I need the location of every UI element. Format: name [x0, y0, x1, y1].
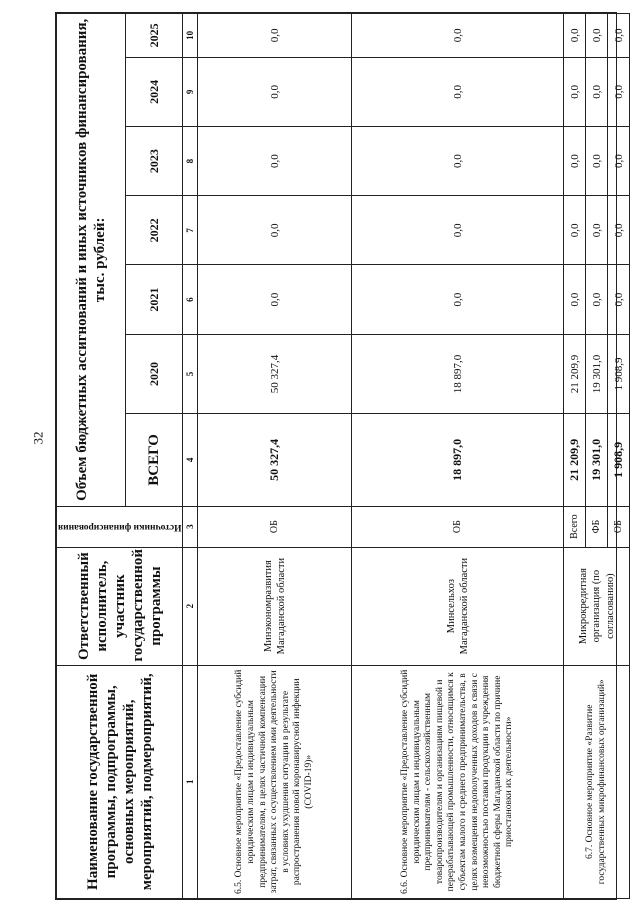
total-value: 1 908,9 — [608, 414, 630, 506]
year-value: 0,0 — [198, 14, 352, 58]
column-number: 9 — [183, 57, 198, 126]
executor-6-5: Минэкономразвития Магаданской области — [198, 547, 352, 665]
table-row — [352, 14, 564, 899]
year-value: 19 301,0 — [586, 334, 608, 414]
column-number: 8 — [183, 127, 198, 196]
total-value: 50 327,4 — [198, 414, 352, 506]
source-cell: ОБ — [352, 506, 564, 547]
source-cell: ОБ — [198, 506, 352, 547]
activity-name-6-6: 6.6. Основное мероприятие «Предоставление субсидий юридическим лицам и индивидуальным предпринимателям - сельскохозяйственным товаропроизводителям и организациям пищевой и перерабатывающей промышленности, относящимся к субъектам малого и среднего предпринимательства, в целях возмещения недополученных доходов в связи с невозможностью поставки продукции в учреждения бюджетной сферы Магаданской области по причине приостановки их деятельности» — [352, 665, 564, 898]
header-year: 2024 — [126, 57, 183, 126]
funding-table — [56, 13, 630, 899]
header-year: 2021 — [126, 265, 183, 334]
year-value: 0,0 — [608, 265, 630, 334]
header-funding: Объем бюджетных ассигнований и иных источников финансирования, тыс. рублей: — [57, 14, 126, 507]
column-number: 4 — [183, 414, 198, 506]
year-value: 0,0 — [564, 265, 586, 334]
year-value: 0,0 — [586, 265, 608, 334]
column-number: 6 — [183, 265, 198, 334]
year-value: 0,0 — [352, 196, 564, 265]
year-value: 18 897,0 — [352, 334, 564, 414]
document-table-frame — [55, 12, 626, 900]
column-number: 2 — [183, 547, 198, 665]
header-total: ВСЕГО — [126, 414, 183, 506]
column-number-row — [183, 14, 198, 899]
year-value: 0,0 — [198, 127, 352, 196]
column-number: 5 — [183, 334, 198, 414]
header-year: 2020 — [126, 334, 183, 414]
header-year: 2023 — [126, 127, 183, 196]
year-value: 0,0 — [586, 196, 608, 265]
year-value: 0,0 — [198, 265, 352, 334]
year-value: 0,0 — [586, 127, 608, 196]
year-value: 0,0 — [564, 57, 586, 126]
header-year: 2022 — [126, 196, 183, 265]
column-number: 3 — [183, 506, 198, 547]
year-value: 0,0 — [586, 57, 608, 126]
source-cell: ОБ — [608, 506, 630, 547]
total-value: 21 209,9 — [564, 414, 586, 506]
activity-name-6-5: 6.5. Основное мероприятие «Предоставление субсидий юридическим лицам и индивидуальным предпринимателям, в целях частичной компенсации затрат, связанных с осуществлением ими деятельности в условиях ухудшения ситуации в результате распространения новой коронавирусной инфекции (COVID-19)» — [198, 665, 352, 898]
column-number: 1 — [183, 665, 198, 898]
source-cell: ФБ — [586, 506, 608, 547]
year-value: 0,0 — [586, 14, 608, 58]
table-row — [564, 14, 586, 899]
year-value: 0,0 — [352, 14, 564, 58]
year-value: 0,0 — [198, 196, 352, 265]
year-value: 0,0 — [608, 14, 630, 58]
total-value: 19 301,0 — [586, 414, 608, 506]
year-value: 0,0 — [198, 57, 352, 126]
header-executor: Ответственный исполнитель, участник государственной программы — [57, 547, 183, 665]
header-name: Наименование государственной программы, подпрограммы, основных мероприятий, мероприятий, подмероприятий, — [57, 665, 183, 898]
column-number: 10 — [183, 14, 198, 58]
header-source — [57, 506, 183, 547]
source-cell: Всего — [564, 506, 586, 547]
executor-6-7: Микрокредитная организация (по согласованию) — [564, 547, 630, 665]
executor-6-6: Минсельхоз Магаданской области — [352, 547, 564, 665]
year-value: 0,0 — [352, 57, 564, 126]
header-year: 2025 — [126, 14, 183, 58]
year-value: 0,0 — [564, 127, 586, 196]
activity-name-6-7: 6.7. Основное мероприятие «Развитие государственных микрофинансовых организаций» — [564, 665, 630, 898]
rotated-table-container — [56, 13, 626, 899]
year-value: 21 209,9 — [564, 334, 586, 414]
total-value: 18 897,0 — [352, 414, 564, 506]
year-value: 0,0 — [564, 14, 586, 58]
column-number: 7 — [183, 196, 198, 265]
year-value: 0,0 — [608, 196, 630, 265]
year-value: 0,0 — [608, 127, 630, 196]
year-value: 0,0 — [352, 127, 564, 196]
year-value: 1 908,9 — [608, 334, 630, 414]
year-value: 50 327,4 — [198, 334, 352, 414]
table-row — [198, 14, 352, 899]
header-source-text: Источники финансирования — [58, 522, 182, 533]
year-value: 0,0 — [608, 57, 630, 126]
year-value: 0,0 — [564, 196, 586, 265]
page-number: 32 — [30, 431, 46, 445]
year-value: 0,0 — [352, 265, 564, 334]
